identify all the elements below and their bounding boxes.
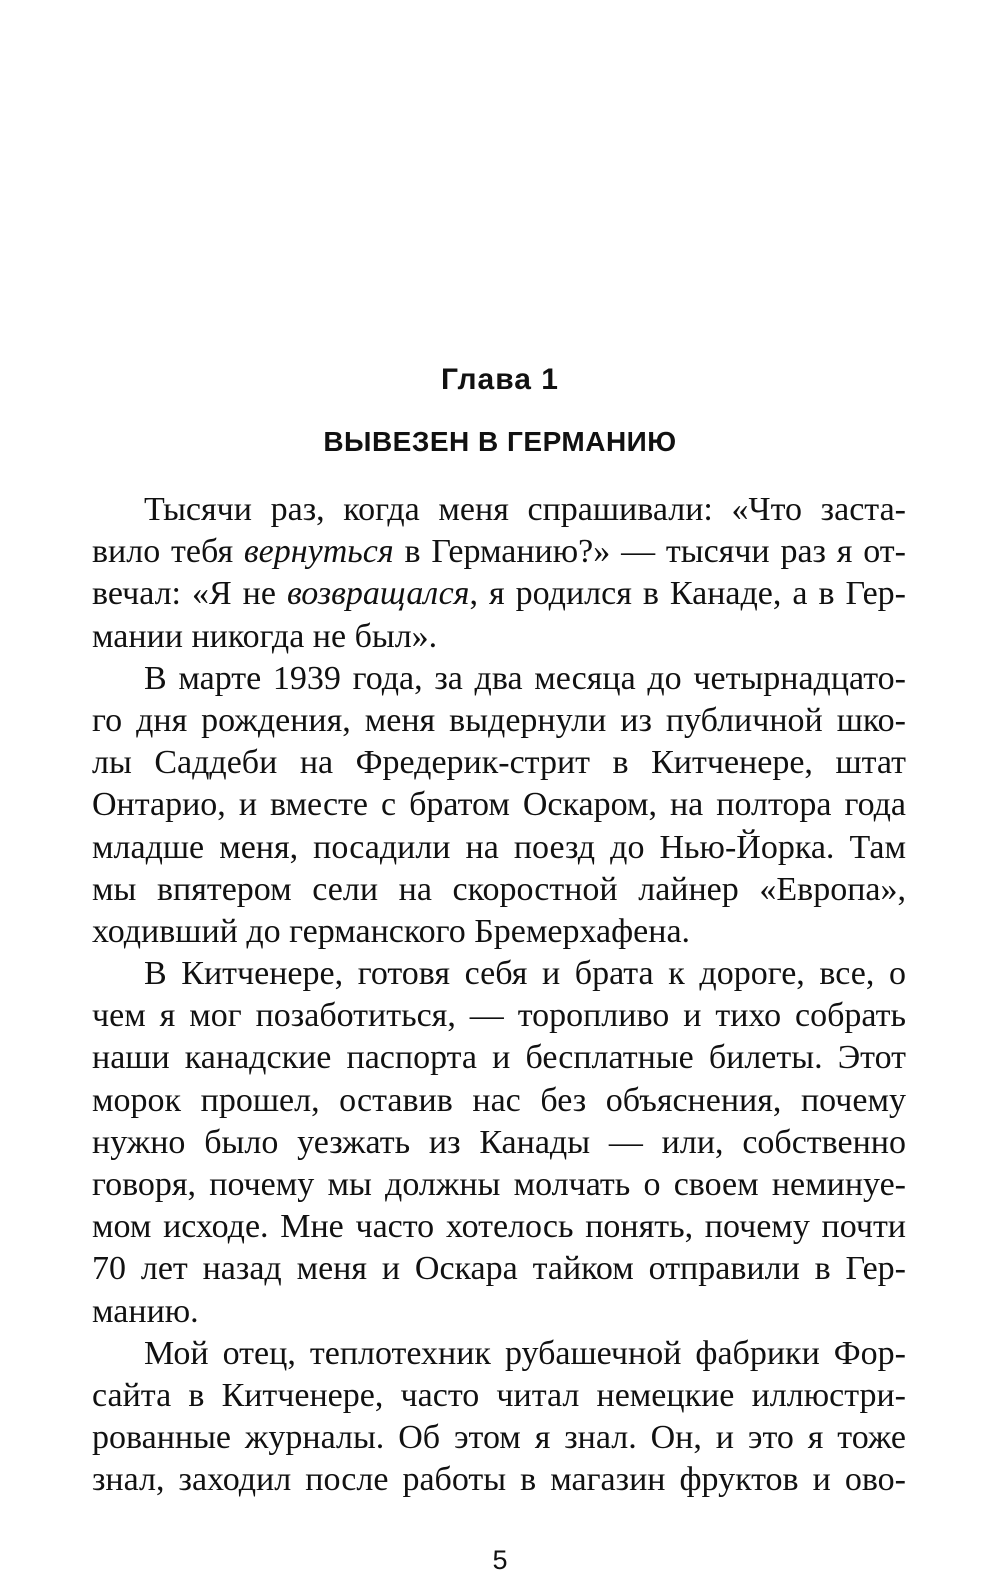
text-line: говоря, почему мы должны молчать о своем неминуе- [92, 1166, 906, 1203]
text-line: 70 лет назад меня и Оскара тайком отправили в Гер- [92, 1250, 906, 1288]
emphasis: вернуться [243, 533, 394, 571]
text-line: Мой отец, теплотехник рубашечной фабрики Фор- [144, 1334, 906, 1372]
text-line: мы впятером сели на скоростной лайнер «Европа», [92, 870, 906, 908]
text-line: вечал: «Я не возвращался, я родился в Канаде, а в Гер- [92, 575, 906, 613]
paragraph [92, 953, 906, 1333]
paragraph [92, 658, 906, 953]
text-line: мании никогда не был». [92, 617, 438, 655]
paragraph [92, 489, 906, 658]
text-line: Онтарио, и вместе с братом Оскаром, на полтора года [92, 786, 906, 824]
text-line: сайта в Китченере, часто читал немецкие иллюстри- [92, 1376, 906, 1414]
text-line: вило тебя вернуться в Германию?» — тысячи раз я от- [92, 533, 906, 571]
chapter-label: Глава 1 [440, 363, 559, 396]
body-text [92, 489, 906, 1502]
text-line: го дня рождения, меня выдернули из публичной шко- [92, 701, 906, 739]
text-line: наши канадские паспорта и бесплатные билеты. Этот [92, 1039, 906, 1077]
text-line: чем я мог позаботиться, — торопливо и тихо собрать [92, 997, 906, 1035]
page-number: 5 [492, 1545, 508, 1575]
chapter-title: ВЫВЕЗЕН В ГЕРМАНИЮ [323, 426, 677, 457]
text-line: В Китченере, готовя себя и брата к дороге, все, о [144, 955, 906, 993]
text-line: В марте 1939 года, за два месяца до четырнадцато- [144, 659, 906, 697]
text-line: нужно было уезжать из Канады — или, собственно [92, 1123, 906, 1161]
text-line: морок прошел, оставив нас без объяснения, почему [92, 1081, 906, 1119]
emphasis: возвращался [286, 575, 470, 613]
text-line: лы Саддеби на Фредерик-стрит в Китченере, штат [92, 744, 906, 782]
text-line: ходивший до германского Бремерхафена. [92, 912, 691, 950]
text-line: знал, заходил после работы в магазин фруктов и ово- [92, 1461, 906, 1499]
text-line: манию. [92, 1292, 199, 1330]
text-line: младше меня, посадили на поезд до Нью-Йорка. Там [92, 828, 906, 866]
text-line: рованные журналы. Об этом я знал. Он, и это я тоже [92, 1419, 906, 1457]
paragraph [92, 1333, 906, 1502]
text-line: Тысячи раз, когда меня спрашивали: «Что заста- [144, 491, 906, 528]
text-line: мом исходе. Мне часто хотелось понять, почему почти [92, 1208, 906, 1246]
